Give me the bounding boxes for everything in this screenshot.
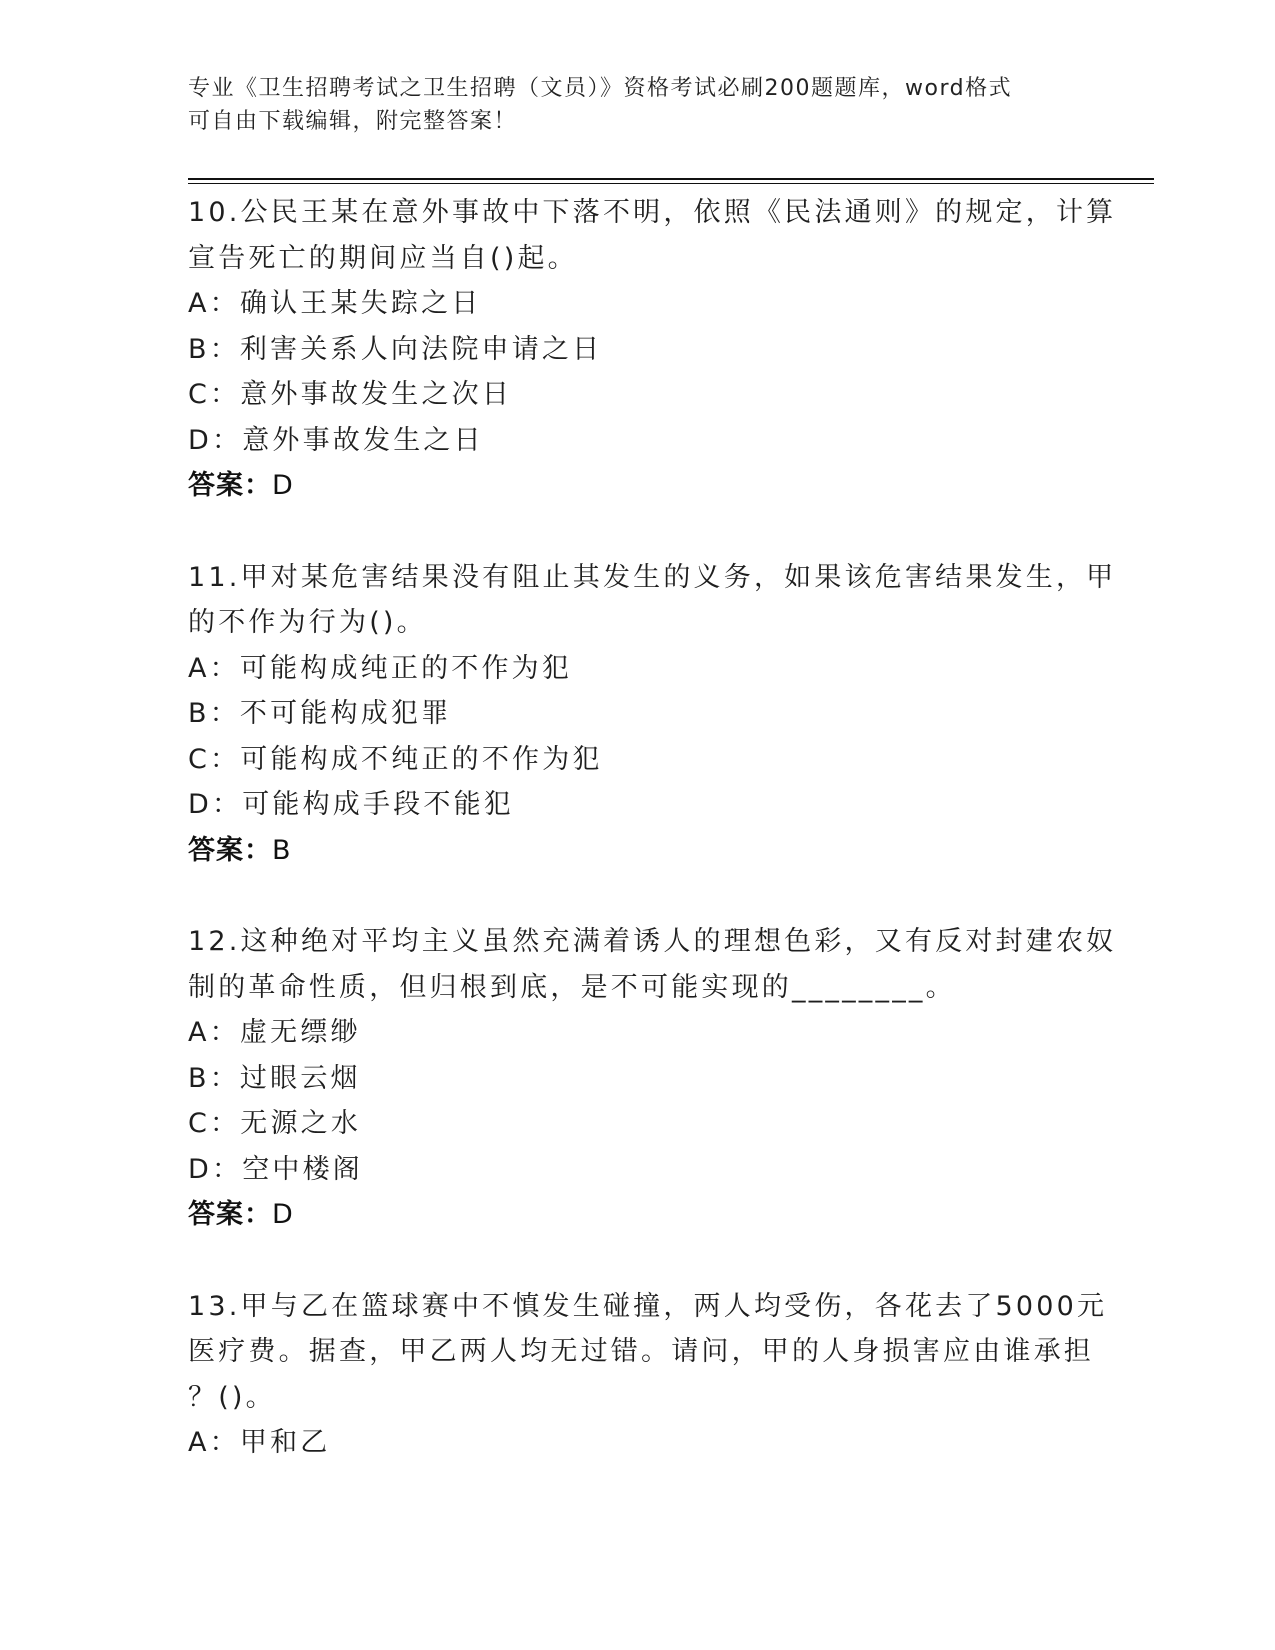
answer-label: 答案： xyxy=(188,1199,272,1230)
header-line-2: 可自由下载编辑，附完整答案！ xyxy=(188,109,518,134)
option-a: A：虚无缥缈 xyxy=(188,1017,361,1048)
answer-label: 答案： xyxy=(188,834,272,866)
option-b: B：利害关系人向法院申请之日 xyxy=(188,333,603,365)
option-c: C：可能构成不纯正的不作为犯 xyxy=(188,743,603,775)
question-gap xyxy=(188,1238,1088,1284)
question-stem-line: 医疗费。据查，甲乙两人均无过错。请问，甲的人身损害应由谁承担 xyxy=(188,1336,1094,1367)
question-stem-line: 10.公民王某在意外事故中下落不明，依照《民法通则》的规定，计算 xyxy=(188,197,1117,228)
question-10 xyxy=(188,190,1117,509)
option-d: D：空中楼阁 xyxy=(188,1153,363,1185)
question-stem-line: 13.甲与乙在篮球赛中不慎发生碰撞，两人均受伤，各花去了5000元 xyxy=(188,1290,1108,1322)
answer-value: D xyxy=(272,1199,294,1230)
option-a: A：甲和乙 xyxy=(188,1427,331,1458)
answer-label: 答案： xyxy=(188,470,272,501)
question-gap xyxy=(188,873,1088,919)
option-a: A：可能构成纯正的不作为犯 xyxy=(188,652,573,684)
question-stem-line: 12.这种绝对平均主义虽然充满着诱人的理想色彩，又有反对封建农奴 xyxy=(188,926,1117,957)
option-d: D：意外事故发生之日 xyxy=(188,424,484,456)
question-stem-line: 11.甲对某危害结果没有阻止其发生的义务，如果该危害结果发生，甲 xyxy=(188,561,1117,593)
header-line-1: 专业《卫生招聘考试之卫生招聘（文员）》资格考试必刷200题题库，word格式 xyxy=(188,76,1013,101)
option-d: D：可能构成手段不能犯 xyxy=(188,789,514,820)
question-11 xyxy=(188,555,1117,874)
question-gap xyxy=(188,509,1088,555)
option-a: A：确认王某失踪之日 xyxy=(188,288,482,319)
option-c: C：意外事故发生之次日 xyxy=(188,379,513,410)
question-stem-line: 制的革命性质，但归根到底，是不可能实现的________。 xyxy=(188,971,956,1003)
answer-line xyxy=(188,828,1088,874)
header-divider-thick xyxy=(188,178,1154,180)
answer-value: B xyxy=(272,834,292,866)
option-c: C：无源之水 xyxy=(188,1108,362,1139)
option-b: B：不可能构成犯罪 xyxy=(188,698,452,729)
question-13 xyxy=(188,1284,1108,1466)
header-divider-thin xyxy=(188,183,1154,184)
question-stem-line: 宣告死亡的期间应当自()起。 xyxy=(188,242,578,274)
answer-line xyxy=(188,463,1088,509)
answer-line xyxy=(188,1192,1088,1238)
document-header xyxy=(188,72,1068,138)
question-list xyxy=(188,190,1117,1466)
question-stem-line: 的不作为行为()。 xyxy=(188,607,427,638)
answer-value: D xyxy=(272,470,294,501)
question-stem-line: ？()。 xyxy=(188,1381,276,1413)
option-b: B：过眼云烟 xyxy=(188,1062,361,1094)
question-12 xyxy=(188,919,1117,1238)
